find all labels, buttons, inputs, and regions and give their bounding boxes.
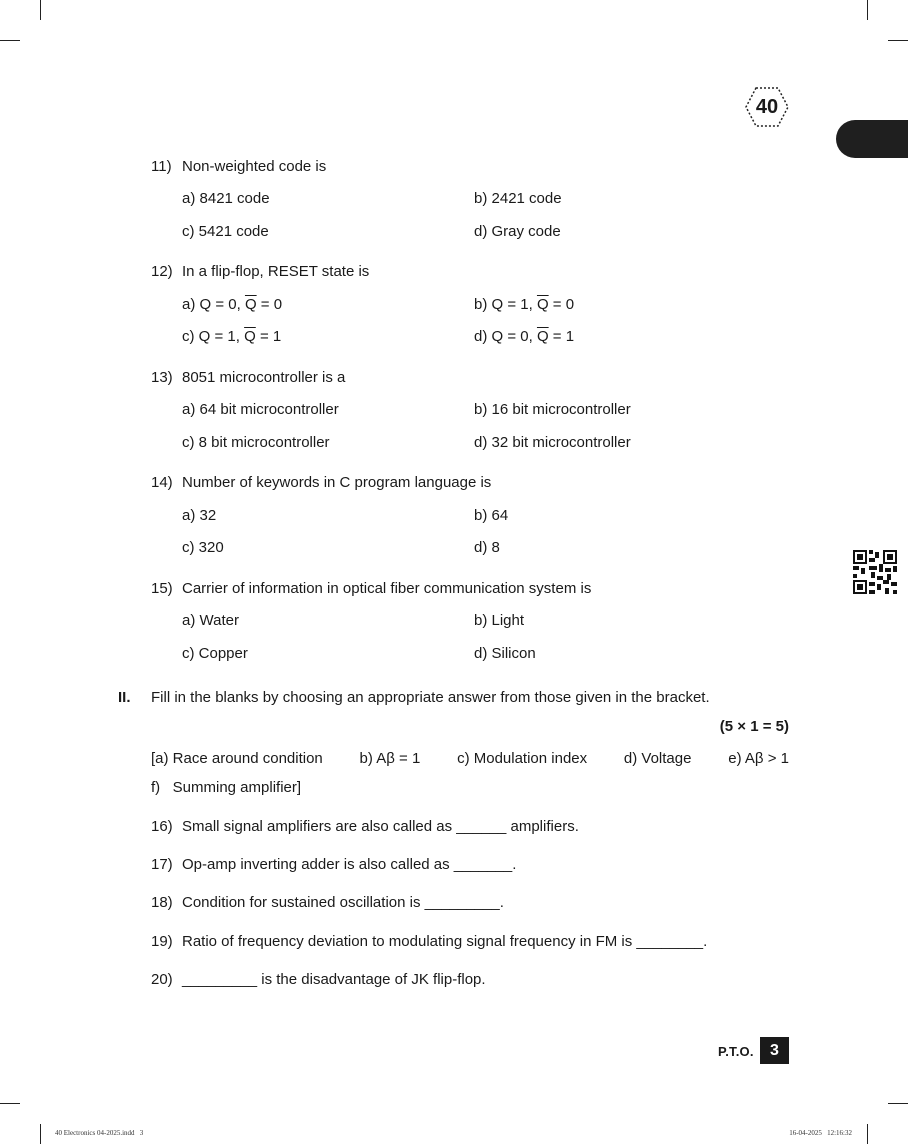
question-text: Non-weighted code is	[182, 158, 327, 175]
option-c: c) 5421 code	[182, 223, 269, 240]
option-a: a) Water	[182, 612, 239, 629]
option-a: a) 64 bit microcontroller	[182, 401, 339, 418]
choice-f: f) Summing amplifier]	[151, 779, 302, 796]
option-a: a) 8421 code	[182, 190, 270, 207]
print-timestamp: 16-04-2025 12:16:32	[789, 1129, 852, 1137]
option-d: d) Q = 0, $\overline{Q} = 1$	[474, 328, 575, 345]
option-a: a) 32	[182, 507, 217, 524]
question-number: 18)	[151, 894, 173, 911]
crop-mark	[888, 40, 908, 41]
question-text: Carrier of information in optical fiber communication system is	[182, 580, 592, 597]
question-number: 13)	[151, 369, 173, 386]
section-instruction: Fill in the blanks by choosing an appropriate answer from those given in the bracket.	[151, 689, 710, 706]
option-d: d) 32 bit microcontroller	[474, 434, 631, 451]
option-d: d) Gray code	[474, 223, 561, 240]
q-bar: $\overline{Q}$	[536, 296, 549, 313]
choice-b: b) Aβ = 1	[359, 750, 421, 767]
option-b: b) 16 bit microcontroller	[474, 401, 631, 418]
option-a: a) Q = 0, $\overline{Q} = 0$	[182, 296, 283, 313]
option-c: c) Copper	[182, 645, 248, 662]
q-bar: $\overline{Q}$	[536, 328, 549, 345]
option-d: d) 8	[474, 539, 500, 556]
choice-c: c) Modulation index	[457, 750, 588, 767]
choice-a: [a) Race around condition	[151, 750, 323, 767]
choice-d: d) Voltage	[623, 750, 692, 767]
crop-mark	[867, 0, 868, 20]
question-text: In a flip-flop, RESET state is	[182, 263, 370, 280]
section-roman-numeral: II.	[118, 689, 131, 706]
option-c: c) 320	[182, 539, 224, 556]
question-number: 15)	[151, 580, 173, 597]
option-c: c) Q = 1, $\overline{Q} = 1$	[182, 328, 282, 345]
page-number: 3	[760, 1037, 789, 1064]
question-text: _________ is the disadvantage of JK flip-flop.	[182, 971, 486, 988]
q-bar: $\overline{Q}$	[244, 328, 256, 345]
file-slug: 40 Electronics 04-2025.indd 3	[55, 1129, 144, 1137]
question-text: Small signal amplifiers are also called as ______ amplifiers.	[182, 818, 579, 835]
answer-choices	[151, 749, 789, 769]
question-text: Number of keywords in C program language is	[182, 474, 492, 491]
question-number: 11)	[151, 158, 172, 175]
q-bar: $\overline{Q}$	[244, 296, 257, 313]
crop-mark	[888, 1103, 908, 1104]
question-text: Op-amp inverting adder is also called as _______.	[182, 856, 517, 873]
question-number: 20)	[151, 971, 173, 988]
option-b: b) 2421 code	[474, 190, 562, 207]
option-b: b) 64	[474, 507, 509, 524]
question-text: 8051 microcontroller is a	[182, 369, 346, 386]
crop-mark	[40, 1124, 41, 1144]
question-number: 14)	[151, 474, 173, 491]
qr-code-icon	[853, 550, 897, 594]
crop-mark	[867, 1124, 868, 1144]
section-marks: (5 × 1 = 5)	[719, 718, 789, 735]
question-number: 17)	[151, 856, 173, 873]
option-c: c) 8 bit microcontroller	[182, 434, 330, 451]
question-text: Condition for sustained oscillation is _________.	[182, 894, 504, 911]
pto-label: P.T.O.	[718, 1044, 754, 1059]
question-number: 12)	[151, 263, 173, 280]
crop-mark	[40, 0, 41, 20]
option-b: b) Light	[474, 612, 525, 629]
side-tab	[836, 120, 908, 158]
question-number: 19)	[151, 933, 173, 950]
option-d: d) Silicon	[474, 645, 536, 662]
qr-code	[853, 550, 897, 594]
crop-mark	[0, 40, 20, 41]
page-badge	[744, 86, 790, 128]
question-text: Ratio of frequency deviation to modulating signal frequency in FM is ________.	[182, 933, 708, 950]
crop-mark	[0, 1103, 20, 1104]
choice-e: e) Aβ > 1	[728, 750, 789, 767]
question-number: 16)	[151, 818, 173, 835]
option-b: b) Q = 1, $\overline{Q} = 0$	[474, 296, 575, 313]
badge-number: 40	[755, 96, 779, 118]
